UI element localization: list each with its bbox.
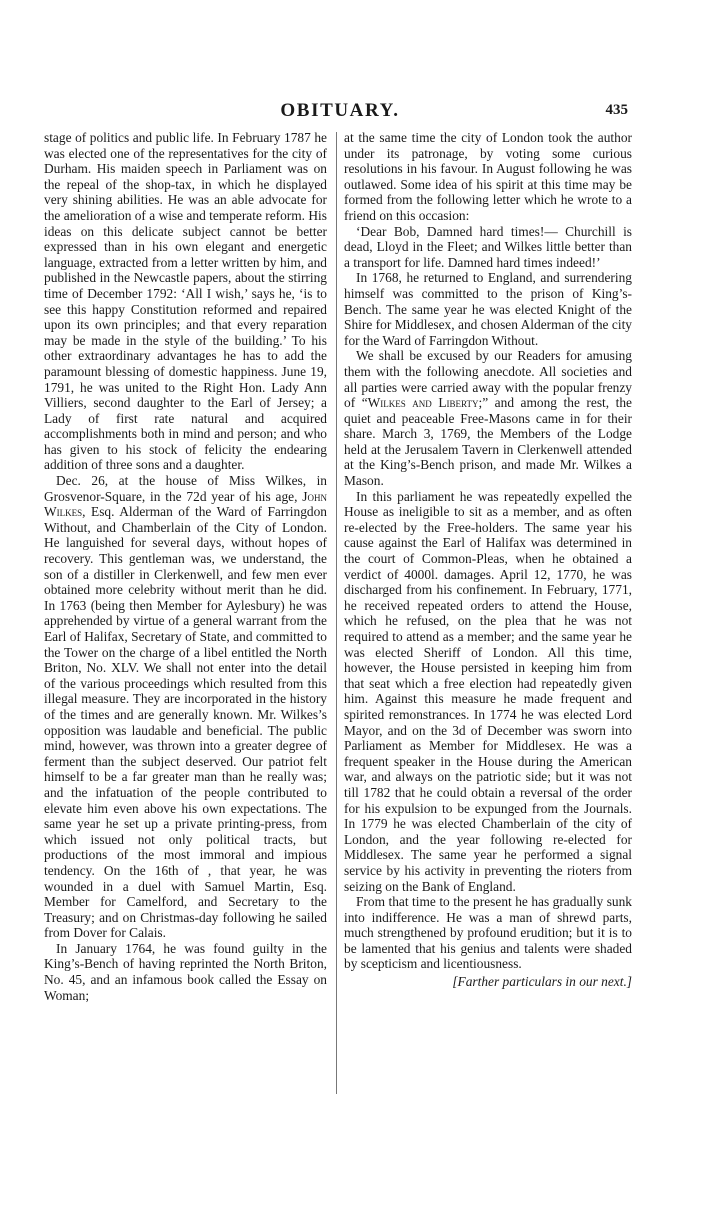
paragraph-decline: From that time to the present he has gradually sunk into indifference. He was a man of shrewd parts, much strengthened by profound erudition; but it is to be lamented that his genius and talents were shaded by scepticism and licentiousness.	[344, 894, 632, 972]
popular-slogan: Wilkes and Liberty	[367, 395, 479, 411]
deceased-name: John Wilkes	[44, 488, 327, 520]
paragraph-lead: Dec. 26, at the house of Miss Wilkes, in Grosvenor-Square, in the 72d year of his age,	[44, 473, 327, 504]
quoted-letter: ‘Dear Bob, Damned hard times!— Churchill is dead, Lloyd in the Fleet; and Wilkes little better than a transport for life. Damned hard times indeed!’	[344, 223, 632, 270]
anecdote-rest: ;” and among the rest, the quiet and peaceable Free-Masons came in for their share. March 3, 1769, the Members of the Lodge held at the Jerusalem Tavern in Clerkenwell attended at the King’s-Bench prison, and made Mr. Wilkes a Mason.	[344, 395, 632, 489]
right-column	[344, 130, 632, 990]
paragraph-continuation: stage of politics and public life. In February 1787 he was elected one of the representatives for the city of Durham. His maiden speech in Parliament was on the repeal of the shop-tax, in which he displayed very shining abilities. He was an able advocate for the amelioration of a wise and temperate reform. His ideas on this delicate subject cannot be better expressed than in his own elegant and energetic language, extracted from a letter written by him, and published in the Newcastle papers, about the stirring time of December 1792: ‘All I wish,’ says he, ‘is to see this happy Constitution reformed and repaired upon its own principles; and that every reparation may be made in the style of the building.’ To his other extraordinary advantages he has to add the paramount blessing of domestic happiness. June 19, 1791, he was united to the Right Hon. Lady Ann Villiers, second daughter to the Earl of Jersey; a Lady of first rate natural and acquired accomplishments both in mind and person; and who has given to his stock of felicity the endearing addition of three sons and a daughter.	[44, 130, 327, 473]
anecdote-lead: We shall be excused by our Readers for amusing them with the following anecdote. All societies and all parties were carried away with the popular frenzy of “	[344, 348, 632, 411]
running-title: OBITUARY.	[280, 100, 400, 121]
paragraph-parliament: In this parliament he was repeatedly expelled the House as ineligible to sit as a member, and as often re-elected by the Free-holders. The same year his cause against the Earl of Halifax was determined in the court of Common-Pleas, when he obtained a verdict of 4000l. damages. April 12, 1770, he was discharged from his confinement. In February, 1771, he received repeated orders to attend the House, which he refused, on the plea that he was not required to attend as a member; and the same year he was elected Sheriff of London. All this time, however, the House persisted in keeping him from that seat which a free election had repeatedly given him. Against this measure he made frequent and spirited remonstrances. In 1774 he was elected Lord Mayor, and on the 3d of December was sworn into Parliament as Member for Middlesex. He was a frequent speaker in the House during the American war, and always on the patriotic side; but it was not till 1782 that he could obtain a reversal of the order for his expulsion to be expunged from the Journals. In 1779 he was elected Chamberlain of the city of London, and the year following re-elected for Middlesex. The same year he performed a signal service by his activity in preventing the rioters from seizing on the Bank of England.	[344, 488, 632, 894]
paragraph-anecdote	[344, 348, 632, 488]
paragraph-1764: In January 1764, he was found guilty in the King’s-Bench of having reprinted the North Briton, No. 45, and an infamous book called the Essay on Woman;	[44, 940, 327, 1003]
paragraph-continuation-right: at the same time the city of London took the author under its patronage, by voting some curious resolutions in his favour. In August following he was outlawed. Some idea of his spirit at this time may be formed from the following letter which he wrote to a friend on this occasion:	[344, 130, 632, 223]
closing-note: [Farther particulars in our next.]	[452, 974, 632, 990]
paragraph-body: , Esq. Alderman of the Ward of Farringdon Without, and Chamberlain of the City of London. He languished for several days, without hopes of recovery. This gentleman was, we understand, the son of a distiller in Clerkenwell, and few men ever obtained more celebrity without merit than he did. In 1763 (being then Member for Aylesbury) he was apprehended by virtue of a general warrant from the Earl of Halifax, Secretary of State, and committed to the Tower on the charge of a libel entitled the North Briton, No. XLV. We shall not enter into the detail of the various proceedings which resulted from this illegal measure. They are incorporated in the history of the times and are generally known. Mr. Wilkes’s opposition was laudable and beneficial. The public mind, however, was thrown into a greater degree of ferment than the subject deserved. Our patriot felt himself to be a far greater man than he really was; and the infatuation of the people contributed to elevate him even above his own expectations. The same year he set up a private printing-press, from which issued not only political tracts, but productions of the most immoral and impious tendency. On the 16th of , that year, he was wounded in a duel with Samuel Martin, Esq. Member for Camelford, and Secretary to the Treasury; and on Christmas-day following he sailed from Dover for Calais.	[44, 504, 327, 941]
column-divider	[336, 132, 337, 1094]
page-number: 435	[605, 102, 628, 118]
page-header	[0, 100, 705, 128]
paragraph-wilkes-obituary	[44, 473, 327, 941]
left-column	[44, 130, 327, 1003]
paragraph-1768: In 1768, he returned to England, and surrendering himself was committed to the prison of King’s-Bench. The same year he was elected Knight of the Shire for Middlesex, and chosen Alderman of the city for the Ward of Farringdon Without.	[344, 270, 632, 348]
